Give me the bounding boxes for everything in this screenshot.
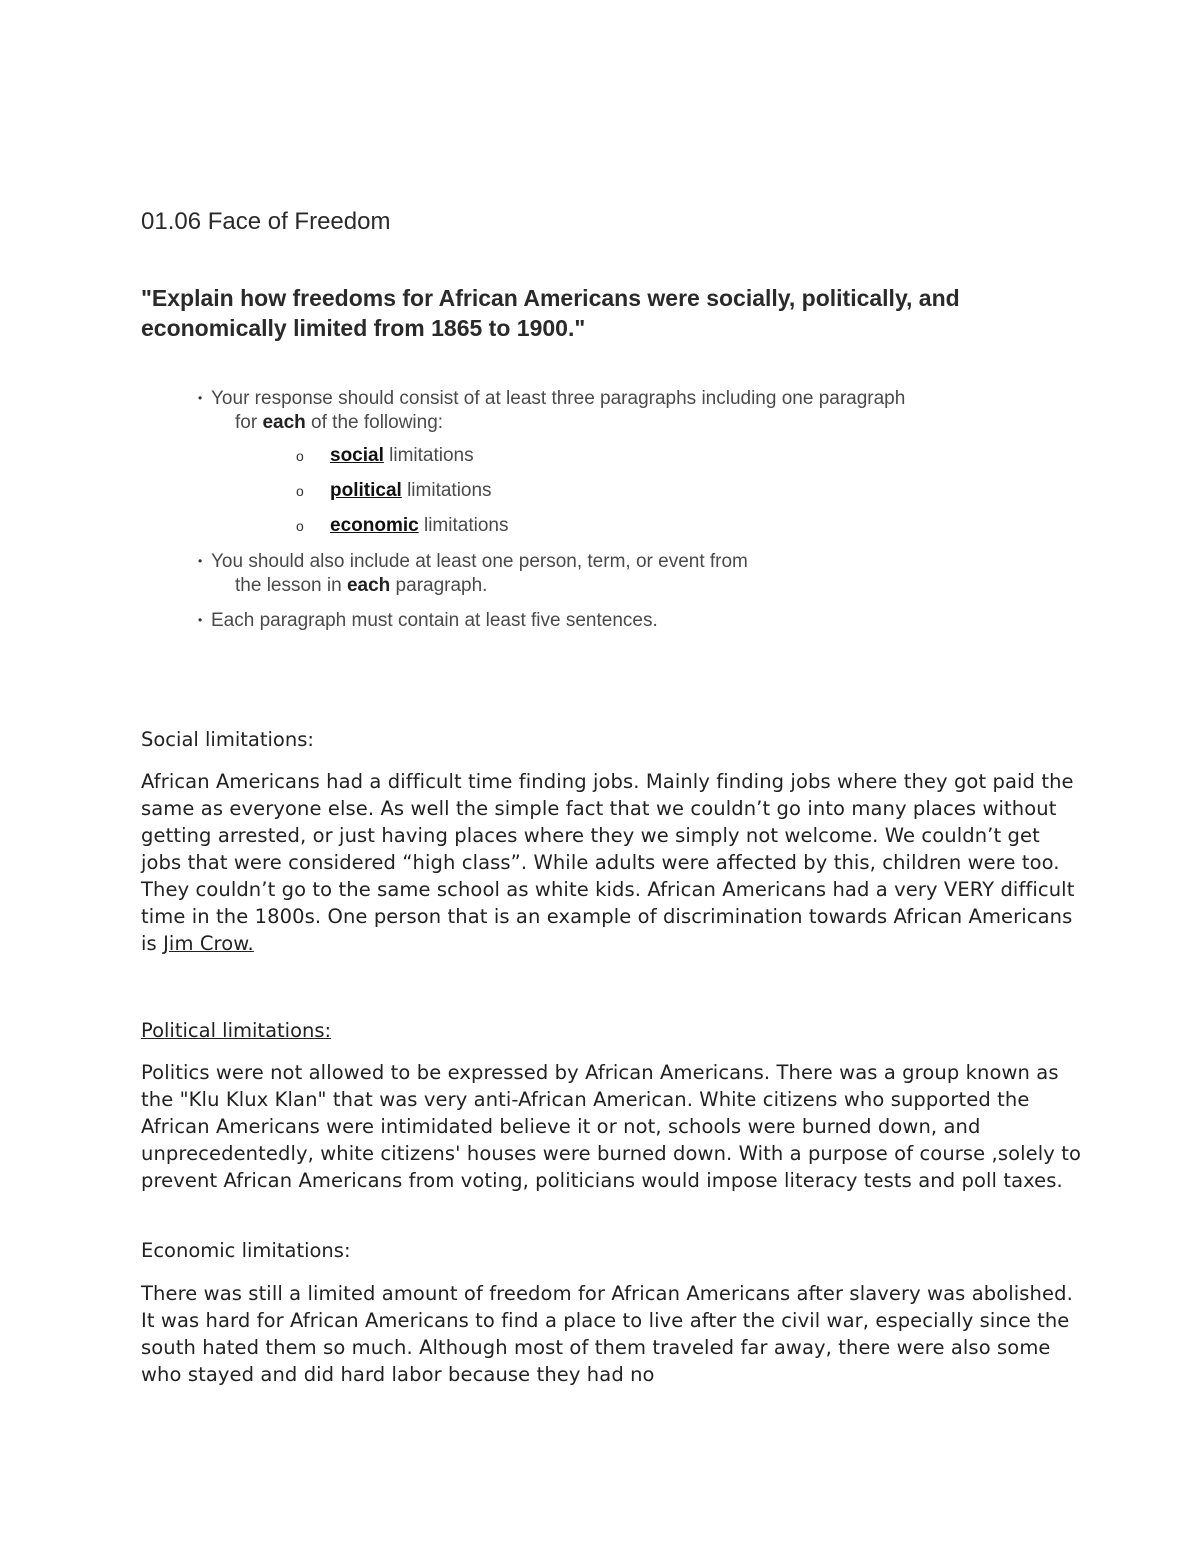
economic-paragraph: There was still a limited amount of freedom for African Americans after slavery was abolished. It was hard for African Americans to find a place to live after the civil war, especially since the south hated them so much. Although most of them traveled far away, there were also some who stayed and did hard labor because they had no (141, 1282, 1073, 1386)
political-paragraph: Politics were not allowed to be expressed by African Americans. There was a group known as the "Klu Klux Klan" that was very anti-African American. White citizens who supported the African Americans were intimidated believe it or not, schools were burned down, and unprecedentedly, white citizens' houses were burned down. With a purpose of course ,solely to prevent African Americans from voting, politicians would impose literacy tests and poll taxes. (141, 1061, 1081, 1192)
bullet-icon: • (198, 554, 203, 568)
assignment-prompt: "Explain how freedoms for African Americans were socially, politically, and economically limited from 1865 to 1900." (141, 285, 960, 341)
bullet-icon: • (198, 613, 203, 627)
circle-bullet-icon: o (296, 518, 304, 534)
instruction-item: • Your response should consist of at least three paragraphs including one paragraph for each of the following: (198, 388, 906, 433)
sub-item-economic: o economic limitations (296, 515, 509, 536)
sub-item-social: o social limitations (296, 445, 474, 466)
jim-crow-link: Jim Crow. (163, 932, 254, 955)
political-heading: Political limitations: (141, 1019, 332, 1042)
circle-bullet-icon: o (296, 448, 304, 464)
page-title: 01.06 Face of Freedom (141, 208, 391, 235)
instruction-item: • Each paragraph must contain at least five sentences. (198, 610, 658, 631)
social-paragraph: African Americans had a difficult time finding jobs. Mainly finding jobs where they got paid the same as everyone else. As well the simple fact that we couldn’t go into many places without getting arrested, or just having places where they we simply not welcome. We couldn’t get jobs that were considered “high class”. While adults were affected by this, children were too. They couldn’t go to the same school as white kids. African Americans had a very VERY difficult time in the 1800s. One person that is an example of discrimination towards African Americans is Jim Crow. (141, 770, 1075, 955)
social-heading: Social limitations: (141, 728, 314, 751)
instruction-item: • You should also include at least one person, term, or event from the lesson in each paragraph. (198, 551, 748, 596)
bullet-icon: • (198, 391, 203, 405)
circle-bullet-icon: o (296, 483, 304, 499)
sub-item-political: o political limitations (296, 480, 492, 501)
economic-heading: Economic limitations: (141, 1239, 351, 1262)
